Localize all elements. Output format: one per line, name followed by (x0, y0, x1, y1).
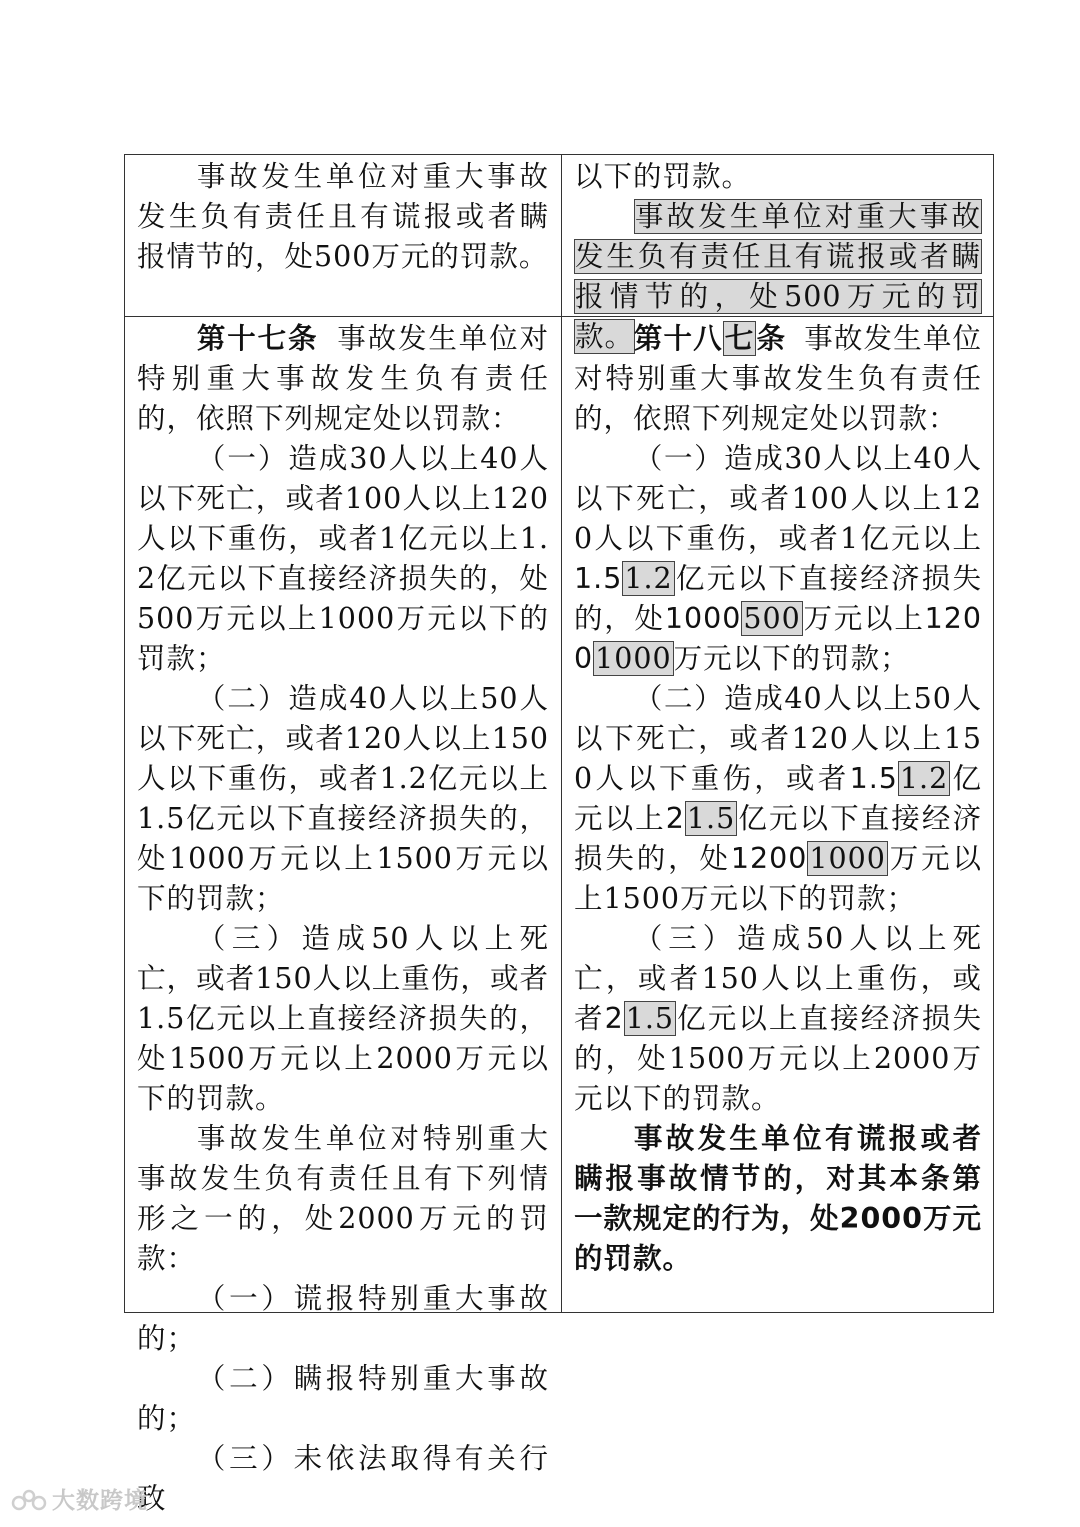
article-heading-old: 第十七条 (196, 322, 319, 355)
item-1-new (574, 439, 982, 679)
row2-right-cell (562, 319, 994, 1279)
article-intro-new: 事故发生单位对特别重大事故发生负有责任的，依照下列规定处以罚款： (574, 322, 982, 435)
text-run: （三）造成50人以上死亡，或者150人以上重伤，或者 (574, 922, 982, 1035)
article-heading-new: 第十八 (633, 322, 723, 355)
text-run: 万元以上1500万元以下的罚款； (574, 842, 982, 915)
inserted-text: 1200 (730, 842, 808, 875)
row1-left-paragraph: 事故发生单位对重大事故发生负有责任且有谎报或者瞒报情节的，处500万元的罚款。 (137, 160, 549, 273)
inserted-text: 1.5 (574, 562, 623, 595)
deleted-text: 1.2 (899, 762, 949, 795)
comparison-table (124, 154, 994, 1515)
paragraph-2-old: 事故发生单位对特别重大事故发生负有责任且有下列情形之一的，处2000万元的罚款： (137, 1122, 549, 1275)
deleted-paragraph: 事故发生单位对重大事故发生负有责任且有谎报或者瞒报情节的，处500万元的罚款。 (575, 200, 981, 353)
inserted-text: 1200 (574, 602, 982, 675)
sub-item-2-old: （二）瞒报特别重大事故的； (137, 1362, 549, 1435)
deleted-text: 1.5 (686, 802, 736, 835)
text-run: 万元以上 (802, 602, 925, 635)
row1-left-cell (125, 157, 561, 277)
item-3-old: （三）造成50人以上死亡，或者150人以上重伤，或者1.5亿元以上直接经济损失的，处1500万元以上2000万元以下的罚款。 (137, 922, 549, 1115)
item-2-old: （二）造成40人以上50人以下死亡，或者120人以上150人以下重伤，或者1.2亿元以上1.5亿元以下直接经济损失的，处1000万元以上1500万元以下的罚款； (137, 682, 549, 915)
deleted-text: 1000 (809, 842, 886, 875)
watermark-logo-icon (10, 1484, 48, 1518)
text-run: 亿元以上 (574, 762, 982, 835)
item-2-new (574, 679, 982, 919)
inserted-text: 1000 (664, 602, 742, 635)
text-run: （一）造成30人以上40人以下死亡，或者100人以上120人以下重伤，或者1亿元以上 (574, 442, 982, 555)
sub-item-3-old: （三）未依法取得有关行政 (137, 1442, 549, 1515)
deleted-char: 七 (724, 322, 755, 355)
inserted-text: 2 (665, 802, 685, 835)
article-heading-suffix: 条 (756, 322, 787, 355)
row1-right-paragraph: 以下的罚款。 (574, 160, 752, 193)
deleted-text: 1000 (595, 642, 672, 675)
watermark (10, 1484, 160, 1518)
inserted-text: 2 (604, 1002, 624, 1035)
row2-left-cell (125, 319, 561, 1519)
item-1-old: （一）造成30人以上40人以下死亡，或者100人以上120人以下重伤，或者1亿元以上1.2亿元以下直接经济损失的，处500万元以上1000万元以下的罚款； (137, 442, 549, 675)
text-run: 亿元以下直接经济损失的，处 (574, 802, 982, 875)
inserted-text: 1.5 (849, 762, 898, 795)
paragraph-2-new: 事故发生单位有谎报或者瞒报事故情节的，对其本条第一款规定的行为，处2000万元的罚款。 (574, 1122, 982, 1275)
text-run: 万元以下的罚款； (673, 642, 910, 675)
item-3-new (574, 919, 982, 1119)
deleted-text: 1.5 (625, 1002, 675, 1035)
sub-item-1-old: （一）谎报特别重大事故的； (137, 1282, 549, 1355)
article-intro-old: 事故发生单位对特别重大事故发生负有责任的，依照下列规定处以罚款： (137, 322, 549, 435)
text-run: 亿元以下直接经济损失的，处 (574, 562, 982, 635)
watermark-text: 大数跨境 (52, 1488, 148, 1514)
deleted-text: 1.2 (624, 562, 673, 595)
text-run: 亿元以上直接经济损失的，处1500万元以上2000万元以下的罚款。 (574, 1002, 982, 1115)
text-run: （二）造成40人以上50人以下死亡，或者120人以上150人以下重伤，或者 (574, 682, 982, 795)
deleted-text: 500 (743, 602, 801, 635)
